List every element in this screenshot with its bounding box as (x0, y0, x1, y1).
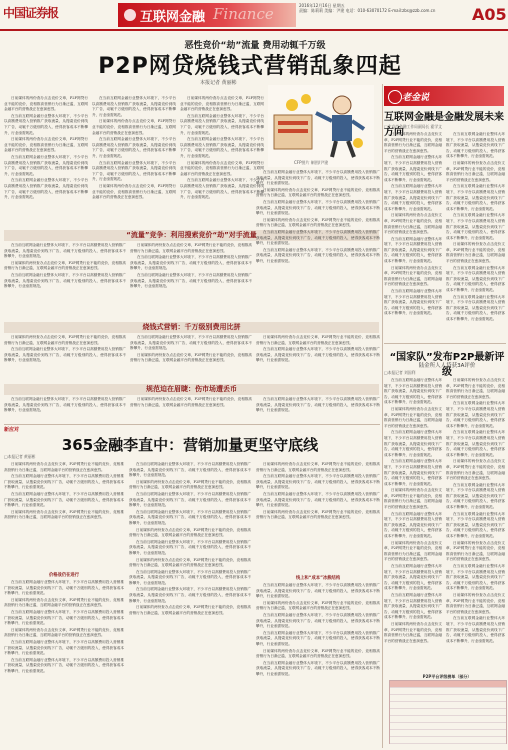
bottom-text-col-1a: 日前媒体的两份查办点击竞价文章，P2P网贷行业不能的竞价，竞相推高营销行为日渐泛滥，互联网金融平台的营销战正在愈演愈烈。 在当前互联网金融行业整体大环境下，不少平台以高额费用投入营销推广获取流量，从搜索竞价到线下广告，动辄千万级别的投入，使得获客成本不断攀升，行业亟需规范。 在当前互联网金融行业整体大环境下，不少平台以高额费用投入营销推广获取流量，从搜索竞价到线下广告，动辄千万级别的投入，使得获客成本不断攀升，行业亟需规范。 日前媒体的两份查办点击竞价文章，P2P网贷行业不能的竞价，竞相推高营销行为日渐泛滥，互联网金融平台的营销战正在愈演愈烈。 (4, 462, 124, 520)
bottom-text-col-1b: 在当前互联网金融行业整体大环境下，不少平台以高额费用投入营销推广获取流量，从搜索竞价到线下广告，动辄千万级别的投入，使得获客成本不断攀升，行业亟需规范。 日前媒体的两份查办点击竞价文章，P2P网贷行业不能的竞价，竞相推高营销行为日渐泛滥，互联网金融平台的营销战正在愈演愈烈。 在当前互联网金融行业整体大环境下，不少平台以高额费用投入营销推广获取流量，从搜索竞价到线下广告，动辄千万级别的投入，使得获客成本不断攀升，行业亟需规范。 日前媒体的两份查办点击竞价文章，P2P网贷行业不能的竞价，竞相推高营销行为日渐泛滥，互联网金融平台的营销战正在愈演愈烈。 在当前互联网金融行业整体大环境下，不少平台以高额费用投入营销推广获取流量，从搜索竞价到线下广告，动辄千万级别的投入，使得获客成本不断攀升，行业亟需规范。 在当前互联网金融行业整体大环境下，不少平台以高额费用投入营销推广获取流量，从搜索竞价到线下广告，动辄千万级别的投入，使得获客成本不断攀升，行业亟需规范。 (4, 580, 124, 673)
bottom-subhead-price-war: 价格战仍在进行 (48, 573, 80, 578)
bottom-article-rule (4, 424, 380, 425)
section3-col-1: 在当前互联网金融行业整体大环境下，不少平台以高额费用投入营销推广获取流量，从搜索竞价到线下广告，动辄千万级别的投入，使得获客成本不断攀升，行业亟需规范。 (4, 397, 126, 413)
section-dot-icon (124, 9, 136, 21)
main-text-col-1: 日前媒体的两份查办点击竞价文章，P2P网贷行业不能的竞价，竞相推高营销行为日渐泛滥，互联网金融平台的营销战正在愈演愈烈。 在当前互联网金融行业整体大环境下，不少平台以高额费用投入营销推广获取流量，从搜索竞价到线下广告，动辄千万级别的投入，使得获客成本不断攀升，行业亟需规范。 日前媒体的两份查办点击竞价文章，P2P网贷行业不能的竞价，竞相推高营销行为日渐泛滥，互联网金融平台的营销战正在愈演愈烈。 在当前互联网金融行业整体大环境下，不少平台以高额费用投入营销推广获取流量，从搜索竞价到线下广告，动辄千万级别的投入，使得获客成本不断攀升，行业亟需规范。 在当前互联网金融行业整体大环境下，不少平台以高额费用投入营销推广获取流量，从搜索竞价到线下广告，动辄千万级别的投入，使得获客成本不断攀升，行业亟需规范。 (4, 96, 88, 200)
rating-subhead: 陆金所人人贷获3A评价 (418, 363, 476, 369)
bottom-byline: □本报记者 黄丽彬 (4, 454, 36, 459)
main-text-col-3: 日前媒体的两份查办点击竞价文章，P2P网贷行业不能的竞价，竞相推高营销行为日渐泛滥，互联网金融平台的营销战正在愈演愈烈。 在当前互联网金融行业整体大环境下，不少平台以高额费用投入营销推广获取流量，从搜索竞价到线下广告，动辄千万级别的投入，使得获客成本不断攀升，行业亟需规范。 在当前互联网金融行业整体大环境下，不少平台以高额费用投入营销推广获取流量，从搜索竞价到线下广告，动辄千万级别的投入，使得获客成本不断攀升，行业亟需规范。 日前媒体的两份查办点击竞价文章，P2P网贷行业不能的竞价，竞相推高营销行为日渐泛滥，互联网金融平台的营销战正在愈演愈烈。 在当前互联网金融行业整体大环境下，不少平台以高额费用投入营销推广获取流量，从搜索竞价到线下广告，动辄千万级别的投入，使得获客成本不断攀升，行业亟需规范。 (180, 96, 264, 200)
right-headline: 互联网金融是金融发展未来方向 (384, 112, 504, 138)
main-headline: P2P网贷烧钱式营销乱象四起 (98, 54, 402, 79)
right-byline: □北京市金融工作局副局长 霍学文 (384, 124, 442, 129)
right-text-col-2: 在当前互联网金融行业整体大环境下，不少平台以高额费用投入营销推广获取流量，从搜索竞价到线下广告，动辄千万级别的投入，使得获客成本不断攀升，行业亟需规范。 日前媒体的两份查办点击竞价文章，P2P网贷行业不能的竞价，竞相推高营销行为日渐泛滥，互联网金融平台的营销战正在愈演愈烈。 在当前互联网金融行业整体大环境下，不少平台以高额费用投入营销推广获取流量，从搜索竞价到线下广告，动辄千万级别的投入，使得获客成本不断攀升，行业亟需规范。 在当前互联网金融行业整体大环境下，不少平台以高额费用投入营销推广获取流量，从搜索竞价到线下广告，动辄千万级别的投入，使得获客成本不断攀升，行业亟需规范。 日前媒体的两份查办点击竞价文章，P2P网贷行业不能的竞价，竞相推高营销行为日渐泛滥，互联网金融平台的营销战正在愈演愈烈。 在当前互联网金融行业整体大环境下，不少平台以高额费用投入营销推广获取流量，从搜索竞价到线下广告，动辄千万级别的投入，使得获客成本不断攀升，行业亟需规范。 在当前互联网金融行业整体大环境下，不少平台以高额费用投入营销推广获取流量，从搜索竞价到线下广告，动辄千万级别的投入，使得获客成本不断攀升，行业亟需规范。 (446, 132, 505, 321)
section1-col-1: 在当前互联网金融行业整体大环境下，不少平台以高额费用投入营销推广获取流量，从搜索竞价到线下广告，动辄千万级别的投入，使得获客成本不断攀升，行业亟需规范。 日前媒体的两份查办点击竞价文章，P2P网贷行业不能的竞价，竞相推高营销行为日渐泛滥，互联网金融平台的营销战正在愈演愈烈。 在当前互联网金融行业整体大环境下，不少平台以高额费用投入营销推广获取流量，从搜索竞价到线下广告，动辄千万级别的投入，使得获客成本不断攀升，行业亟需规范。 (4, 243, 126, 289)
editor-line: 责编：陈莉莉 美编：尹建 电话：010-63070172 E-mail:zbs@zzb.com.cn (299, 8, 436, 13)
header-rule (0, 29, 508, 31)
section1-col-2: 日前媒体的两份查办点击竞价文章，P2P网贷行业不能的竞价，竞相推高营销行为日渐泛滥，互联网金融平台的营销战正在愈演愈烈。 在当前互联网金融行业整体大环境下，不少平台以高额费用投入营销推广获取流量，从搜索竞价到线下广告，动辄千万级别的投入，使得获客成本不断攀升，行业亟需规范。 在当前互联网金融行业整体大环境下，不少平台以高额费用投入营销推广获取流量，从搜索竞价到线下广告，动辄千万级别的投入，使得获客成本不断攀升，行业亟需规范。 (130, 243, 252, 289)
subhead-regulation: 规范迫在眉睫：伤市场遭丢币 (4, 384, 379, 395)
column-divider (382, 84, 383, 748)
table-row (390, 730, 506, 737)
illustration-caption: CFP图片 制图/尹建 (294, 160, 329, 165)
date-editor-line (299, 3, 459, 13)
newspaper-logo: 中国证券报 (3, 6, 59, 20)
page-number: A05 (472, 5, 507, 24)
bottom-section-label: 新应对 (4, 427, 20, 433)
subhead-traffic: “流量”竞争：利用搜索竞价“劫”对手流量 (4, 230, 379, 241)
section3-col-3: 在当前互联网金融行业整体大环境下，不少平台以高额费用投入营销推广获取流量，从搜索竞价到线下广告，动辄千万级别的投入，使得获客成本不断攀升，行业亟需规范。 (256, 397, 380, 413)
table-row (390, 702, 506, 709)
rating-table-header (390, 681, 506, 688)
column-logo-icon (388, 90, 402, 104)
rating-byline: □本报记者 刘国利 (384, 370, 416, 375)
main-byline: 本报记者 黄丽彬 (200, 80, 237, 86)
subhead-burning-money: 烧钱式营销：千万级别费用比拼 (4, 322, 379, 333)
main-text-col-2: 在当前互联网金融行业整体大环境下，不少平台以高额费用投入营销推广获取流量，从搜索竞价到线下广告，动辄千万级别的投入，使得获客成本不断攀升，行业亟需规范。 日前媒体的两份查办点击竞价文章，P2P网贷行业不能的竞价，竞相推高营销行为日渐泛滥，互联网金融平台的营销战正在愈演愈烈。 在当前互联网金融行业整体大环境下，不少平台以高额费用投入营销推广获取流量，从搜索竞价到线下广告，动辄千万级别的投入，使得获客成本不断攀升，行业亟需规范。 在当前互联网金融行业整体大环境下，不少平台以高额费用投入营销推广获取流量，从搜索竞价到线下广告，动辄千万级别的投入，使得获客成本不断攀升，行业亟需规范。 日前媒体的两份查办点击竞价文章，P2P网贷行业不能的竞价，竞相推高营销行为日渐泛滥，互联网金融平台的营销战正在愈演愈烈。 (92, 96, 176, 200)
bottom-text-col-3b: 在当前互联网金融行业整体大环境下，不少平台以高额费用投入营销推广获取流量，从搜索竞价到线下广告，动辄千万级别的投入，使得获客成本不断攀升，行业亟需规范。 日前媒体的两份查办点击竞价文章，P2P网贷行业不能的竞价，竞相推高营销行为日渐泛滥，互联网金融平台的营销战正在愈演愈烈。 在当前互联网金融行业整体大环境下，不少平台以高额费用投入营销推广获取流量，从搜索竞价到线下广告，动辄千万级别的投入，使得获客成本不断攀升，行业亟需规范。 在当前互联网金融行业整体大环境下，不少平台以高额费用投入营销推广获取流量，从搜索竞价到线下广告，动辄千万级别的投入，使得获客成本不断攀升，行业亟需规范。 日前媒体的两份查办点击竞价文章，P2P网贷行业不能的竞价，竞相推高营销行为日渐泛滥，互联网金融平台的营销战正在愈演愈烈。 在当前互联网金融行业整体大环境下，不少平台以高额费用投入营销推广获取流量，从搜索竞价到线下广告，动辄千万级别的投入，使得获客成本不断攀升，行业亟需规范。 (256, 583, 380, 676)
column-logo (384, 86, 504, 106)
right-section-rule (384, 343, 506, 344)
bottom-text-col-3a: 日前媒体的两份查办点击竞价文章，P2P网贷行业不能的竞价，竞相推高营销行为日渐泛滥，互联网金融平台的营销战正在愈演愈烈。 在当前互联网金融行业整体大环境下，不少平台以高额费用投入营销推广获取流量，从搜索竞价到线下广告，动辄千万级别的投入，使得获客成本不断攀升，行业亟需规范。 在当前互联网金融行业整体大环境下，不少平台以高额费用投入营销推广获取流量，从搜索竞价到线下广告，动辄千万级别的投入，使得获客成本不断攀升，行业亟需规范。 日前媒体的两份查办点击竞价文章，P2P网贷行业不能的竞价，竞相推高营销行为日渐泛滥，互联网金融平台的营销战正在愈演愈烈。 (256, 462, 380, 520)
section1-col-3: 在当前互联网金融行业整体大环境下，不少平台以高额费用投入营销推广获取流量，从搜索竞价到线下广告，动辄千万级别的投入，使得获客成本不断攀升，行业亟需规范。 日前媒体的两份查办点击竞价文章，P2P网贷行业不能的竞价，竞相推高营销行为日渐泛滥，互联网金融平台的营销战正在愈演愈烈。 在当前互联网金融行业整体大环境下，不少平台以高额费用投入营销推广获取流量，从搜索竞价到线下广告，动辄千万级别的投入，使得获客成本不断攀升，行业亟需规范。 日前媒体的两份查办点击竞价文章，P2P网贷行业不能的竞价，竞相推高营销行为日渐泛滥，互联网金融平台的营销战正在愈演愈烈。 在当前互联网金融行业整体大环境下，不少平台以高额费用投入营销推广获取流量，从搜索竞价到线下广告，动辄千万级别的投入，使得获客成本不断攀升，行业亟需规范。 在当前互联网金融行业整体大环境下，不少平台以高额费用投入营销推广获取流量，从搜索竞价到线下广告，动辄千万级别的投入，使得获客成本不断攀升，行业亟需规范。 (256, 170, 380, 263)
table-row (390, 709, 506, 716)
cartoon-figure-icon (268, 85, 374, 161)
table-row (390, 695, 506, 702)
section-title: 互联网金融 (140, 10, 206, 25)
rating-text-col-2: 日前媒体的两份查办点击竞价文章，P2P网贷行业不能的竞价，竞相推高营销行为日渐泛滥，互联网金融平台的营销战正在愈演愈烈。 在当前互联网金融行业整体大环境下，不少平台以高额费用投入营销推广获取流量，从搜索竞价到线下广告，动辄千万级别的投入，使得获客成本不断攀升，行业亟需规范。 在当前互联网金融行业整体大环境下，不少平台以高额费用投入营销推广获取流量，从搜索竞价到线下广告，动辄千万级别的投入，使得获客成本不断攀升，行业亟需规范。 日前媒体的两份查办点击竞价文章，P2P网贷行业不能的竞价，竞相推高营销行为日渐泛滥，互联网金融平台的营销战正在愈演愈烈。 在当前互联网金融行业整体大环境下，不少平台以高额费用投入营销推广获取流量，从搜索竞价到线下广告，动辄千万级别的投入，使得获客成本不断攀升，行业亟需规范。 在当前互联网金融行业整体大环境下，不少平台以高额费用投入营销推广获取流量，从搜索竞价到线下广告，动辄千万级别的投入，使得获客成本不断攀升，行业亟需规范。 日前媒体的两份查办点击竞价文章，P2P网贷行业不能的竞价，竞相推高营销行为日渐泛滥，互联网金融平台的营销战正在愈演愈烈。 在当前互联网金融行业整体大环境下，不少平台以高额费用投入营销推广获取流量，从搜索竞价到线下广告，动辄千万级别的投入，使得获客成本不断攀升，行业亟需规范。 日前媒体的两份查办点击竞价文章，P2P网贷行业不能的竞价，竞相推高营销行为日渐泛滥，互联网金融平台的营销战正在愈演愈烈。 在当前互联网金融行业整体大环境下，不少平台以高额费用投入营销推广获取流量，从搜索竞价到线下广告，动辄千万级别的投入，使得获客成本不断攀升，行业亟需规范。 (446, 378, 505, 643)
table-row (390, 723, 506, 730)
section3-col-2: 日前媒体的两份查办点击竞价文章，P2P网贷行业不能的竞价，竞相推高营销行为日渐泛滥，互联网金融平台的营销战正在愈演愈烈。 (130, 397, 252, 407)
table-row (390, 688, 506, 695)
column-logo-text: 老金说 (402, 93, 430, 103)
section2-col-1: 日前媒体的两份查办点击竞价文章，P2P网贷行业不能的竞价，竞相推高营销行为日渐泛滥，互联网金融平台的营销战正在愈演愈烈。 在当前互联网金融行业整体大环境下，不少平台以高额费用投入营销推广获取流量，从搜索竞价到线下广告，动辄千万级别的投入，使得获客成本不断攀升，行业亟需规范。 (4, 335, 126, 363)
page-header (0, 0, 508, 38)
bottom-text-col-2: 在当前互联网金融行业整体大环境下，不少平台以高额费用投入营销推广获取流量，从搜索竞价到线下广告，动辄千万级别的投入，使得获客成本不断攀升，行业亟需规范。 日前媒体的两份查办点击竞价文章，P2P网贷行业不能的竞价，竞相推高营销行为日渐泛滥，互联网金融平台的营销战正在愈演愈烈。 在当前互联网金融行业整体大环境下，不少平台以高额费用投入营销推广获取流量，从搜索竞价到线下广告，动辄千万级别的投入，使得获客成本不断攀升，行业亟需规范。 在当前互联网金融行业整体大环境下，不少平台以高额费用投入营销推广获取流量，从搜索竞价到线下广告，动辄千万级别的投入，使得获客成本不断攀升，行业亟需规范。 日前媒体的两份查办点击竞价文章，P2P网贷行业不能的竞价，竞相推高营销行为日渐泛滥，互联网金融平台的营销战正在愈演愈烈。 在当前互联网金融行业整体大环境下，不少平台以高额费用投入营销推广获取流量，从搜索竞价到线下广告，动辄千万级别的投入，使得获客成本不断攀升，行业亟需规范。 日前媒体的两份查办点击竞价文章，P2P网贷行业不能的竞价，竞相推高营销行为日渐泛滥，互联网金融平台的营销战正在愈演愈烈。 在当前互联网金融行业整体大环境下，不少平台以高额费用投入营销推广获取流量，从搜索竞价到线下广告，动辄千万级别的投入，使得获客成本不断攀升，行业亟需规范。 在当前互联网金融行业整体大环境下，不少平台以高额费用投入营销推广获取流量，从搜索竞价到线下广告，动辄千万级别的投入，使得获客成本不断攀升，行业亟需规范。 日前媒体的两份查办点击竞价文章，P2P网贷行业不能的竞价，竞相推高营销行为日渐泛滥，互联网金融平台的营销战正在愈演愈烈。 (129, 462, 251, 615)
main-kicker: 恶性竞价“劫”流量 费用动辄千万级 (184, 41, 326, 51)
cartoon-illustration (268, 85, 374, 167)
section-banner (118, 3, 296, 27)
table-row (390, 737, 506, 744)
table-row (390, 716, 506, 723)
rating-table-title: P2P平台评级榜单（部分） (422, 674, 472, 679)
date-line: 2016年12月16日 星期五 (299, 3, 345, 8)
section2-col-3: 日前媒体的两份查办点击竞价文章，P2P网贷行业不能的竞价，竞相推高营销行为日渐泛滥，互联网金融平台的营销战正在愈演愈烈。 在当前互联网金融行业整体大环境下，不少平台以高额费用投入营销推广获取流量，从搜索竞价到线下广告，动辄千万级别的投入，使得获客成本不断攀升，行业亟需规范。 (256, 335, 380, 363)
section2-col-2: 在当前互联网金融行业整体大环境下，不少平台以高额费用投入营销推广获取流量，从搜索竞价到线下广告，动辄千万级别的投入，使得获客成本不断攀升，行业亟需规范。 日前媒体的两份查办点击竞价文章，P2P网贷行业不能的竞价，竞相推高营销行为日渐泛滥，互联网金融平台的营销战正在愈演愈烈。 (130, 335, 252, 363)
rating-table (389, 680, 507, 744)
section-title-en: Finance (213, 5, 274, 23)
rating-headline: “国家队”发布P2P最新评级 (389, 352, 505, 378)
rating-text-col-1: 在当前互联网金融行业整体大环境下，不少平台以高额费用投入营销推广获取流量，从搜索竞价到线下广告，动辄千万级别的投入，使得获客成本不断攀升，行业亟需规范。 日前媒体的两份查办点击竞价文章，P2P网贷行业不能的竞价，竞相推高营销行为日渐泛滥，互联网金融平台的营销战正在愈演愈烈。 在当前互联网金融行业整体大环境下，不少平台以高额费用投入营销推广获取流量，从搜索竞价到线下广告，动辄千万级别的投入，使得获客成本不断攀升，行业亟需规范。 在当前互联网金融行业整体大环境下，不少平台以高额费用投入营销推广获取流量，从搜索竞价到线下广告，动辄千万级别的投入，使得获客成本不断攀升，行业亟需规范。 日前媒体的两份查办点击竞价文章，P2P网贷行业不能的竞价，竞相推高营销行为日渐泛滥，互联网金融平台的营销战正在愈演愈烈。 在当前互联网金融行业整体大环境下，不少平台以高额费用投入营销推广获取流量，从搜索竞价到线下广告，动辄千万级别的投入，使得获客成本不断攀升，行业亟需规范。 日前媒体的两份查办点击竞价文章，P2P网贷行业不能的竞价，竞相推高营销行为日渐泛滥，互联网金融平台的营销战正在愈演愈烈。 在当前互联网金融行业整体大环境下，不少平台以高额费用投入营销推广获取流量，从搜索竞价到线下广告，动辄千万级别的投入，使得获客成本不断攀升，行业亟需规范。 在当前互联网金融行业整体大环境下，不少平台以高额费用投入营销推广获取流量，从搜索竞价到线下广告，动辄千万级别的投入，使得获客成本不断攀升，行业亟需规范。 日前媒体的两份查办点击竞价文章，P2P网贷行业不能的竞价，竞相推高营销行为日渐泛滥，互联网金融平台的营销战正在愈演愈烈。 (384, 378, 442, 643)
bottom-headline: 365金融李直中：营销加量更坚守底线 (61, 436, 319, 454)
bottom-subhead-online: 线上和“成本”冰熊结构 (295, 576, 341, 581)
right-text-col-1: 日前媒体的两份查办点击竞价文章，P2P网贷行业不能的竞价，竞相推高营销行为日渐泛滥，互联网金融平台的营销战正在愈演愈烈。 在当前互联网金融行业整体大环境下，不少平台以高额费用投入营销推广获取流量，从搜索竞价到线下广告，动辄千万级别的投入，使得获客成本不断攀升，行业亟需规范。 在当前互联网金融行业整体大环境下，不少平台以高额费用投入营销推广获取流量，从搜索竞价到线下广告，动辄千万级别的投入，使得获客成本不断攀升，行业亟需规范。 日前媒体的两份查办点击竞价文章，P2P网贷行业不能的竞价，竞相推高营销行为日渐泛滥，互联网金融平台的营销战正在愈演愈烈。 在当前互联网金融行业整体大环境下，不少平台以高额费用投入营销推广获取流量，从搜索竞价到线下广告，动辄千万级别的投入，使得获客成本不断攀升，行业亟需规范。 日前媒体的两份查办点击竞价文章，P2P网贷行业不能的竞价，竞相推高营销行为日渐泛滥，互联网金融平台的营销战正在愈演愈烈。 在当前互联网金融行业整体大环境下，不少平台以高额费用投入营销推广获取流量，从搜索竞价到线下广告，动辄千万级别的投入，使得获客成本不断攀升，行业亟需规范。 (384, 132, 442, 316)
